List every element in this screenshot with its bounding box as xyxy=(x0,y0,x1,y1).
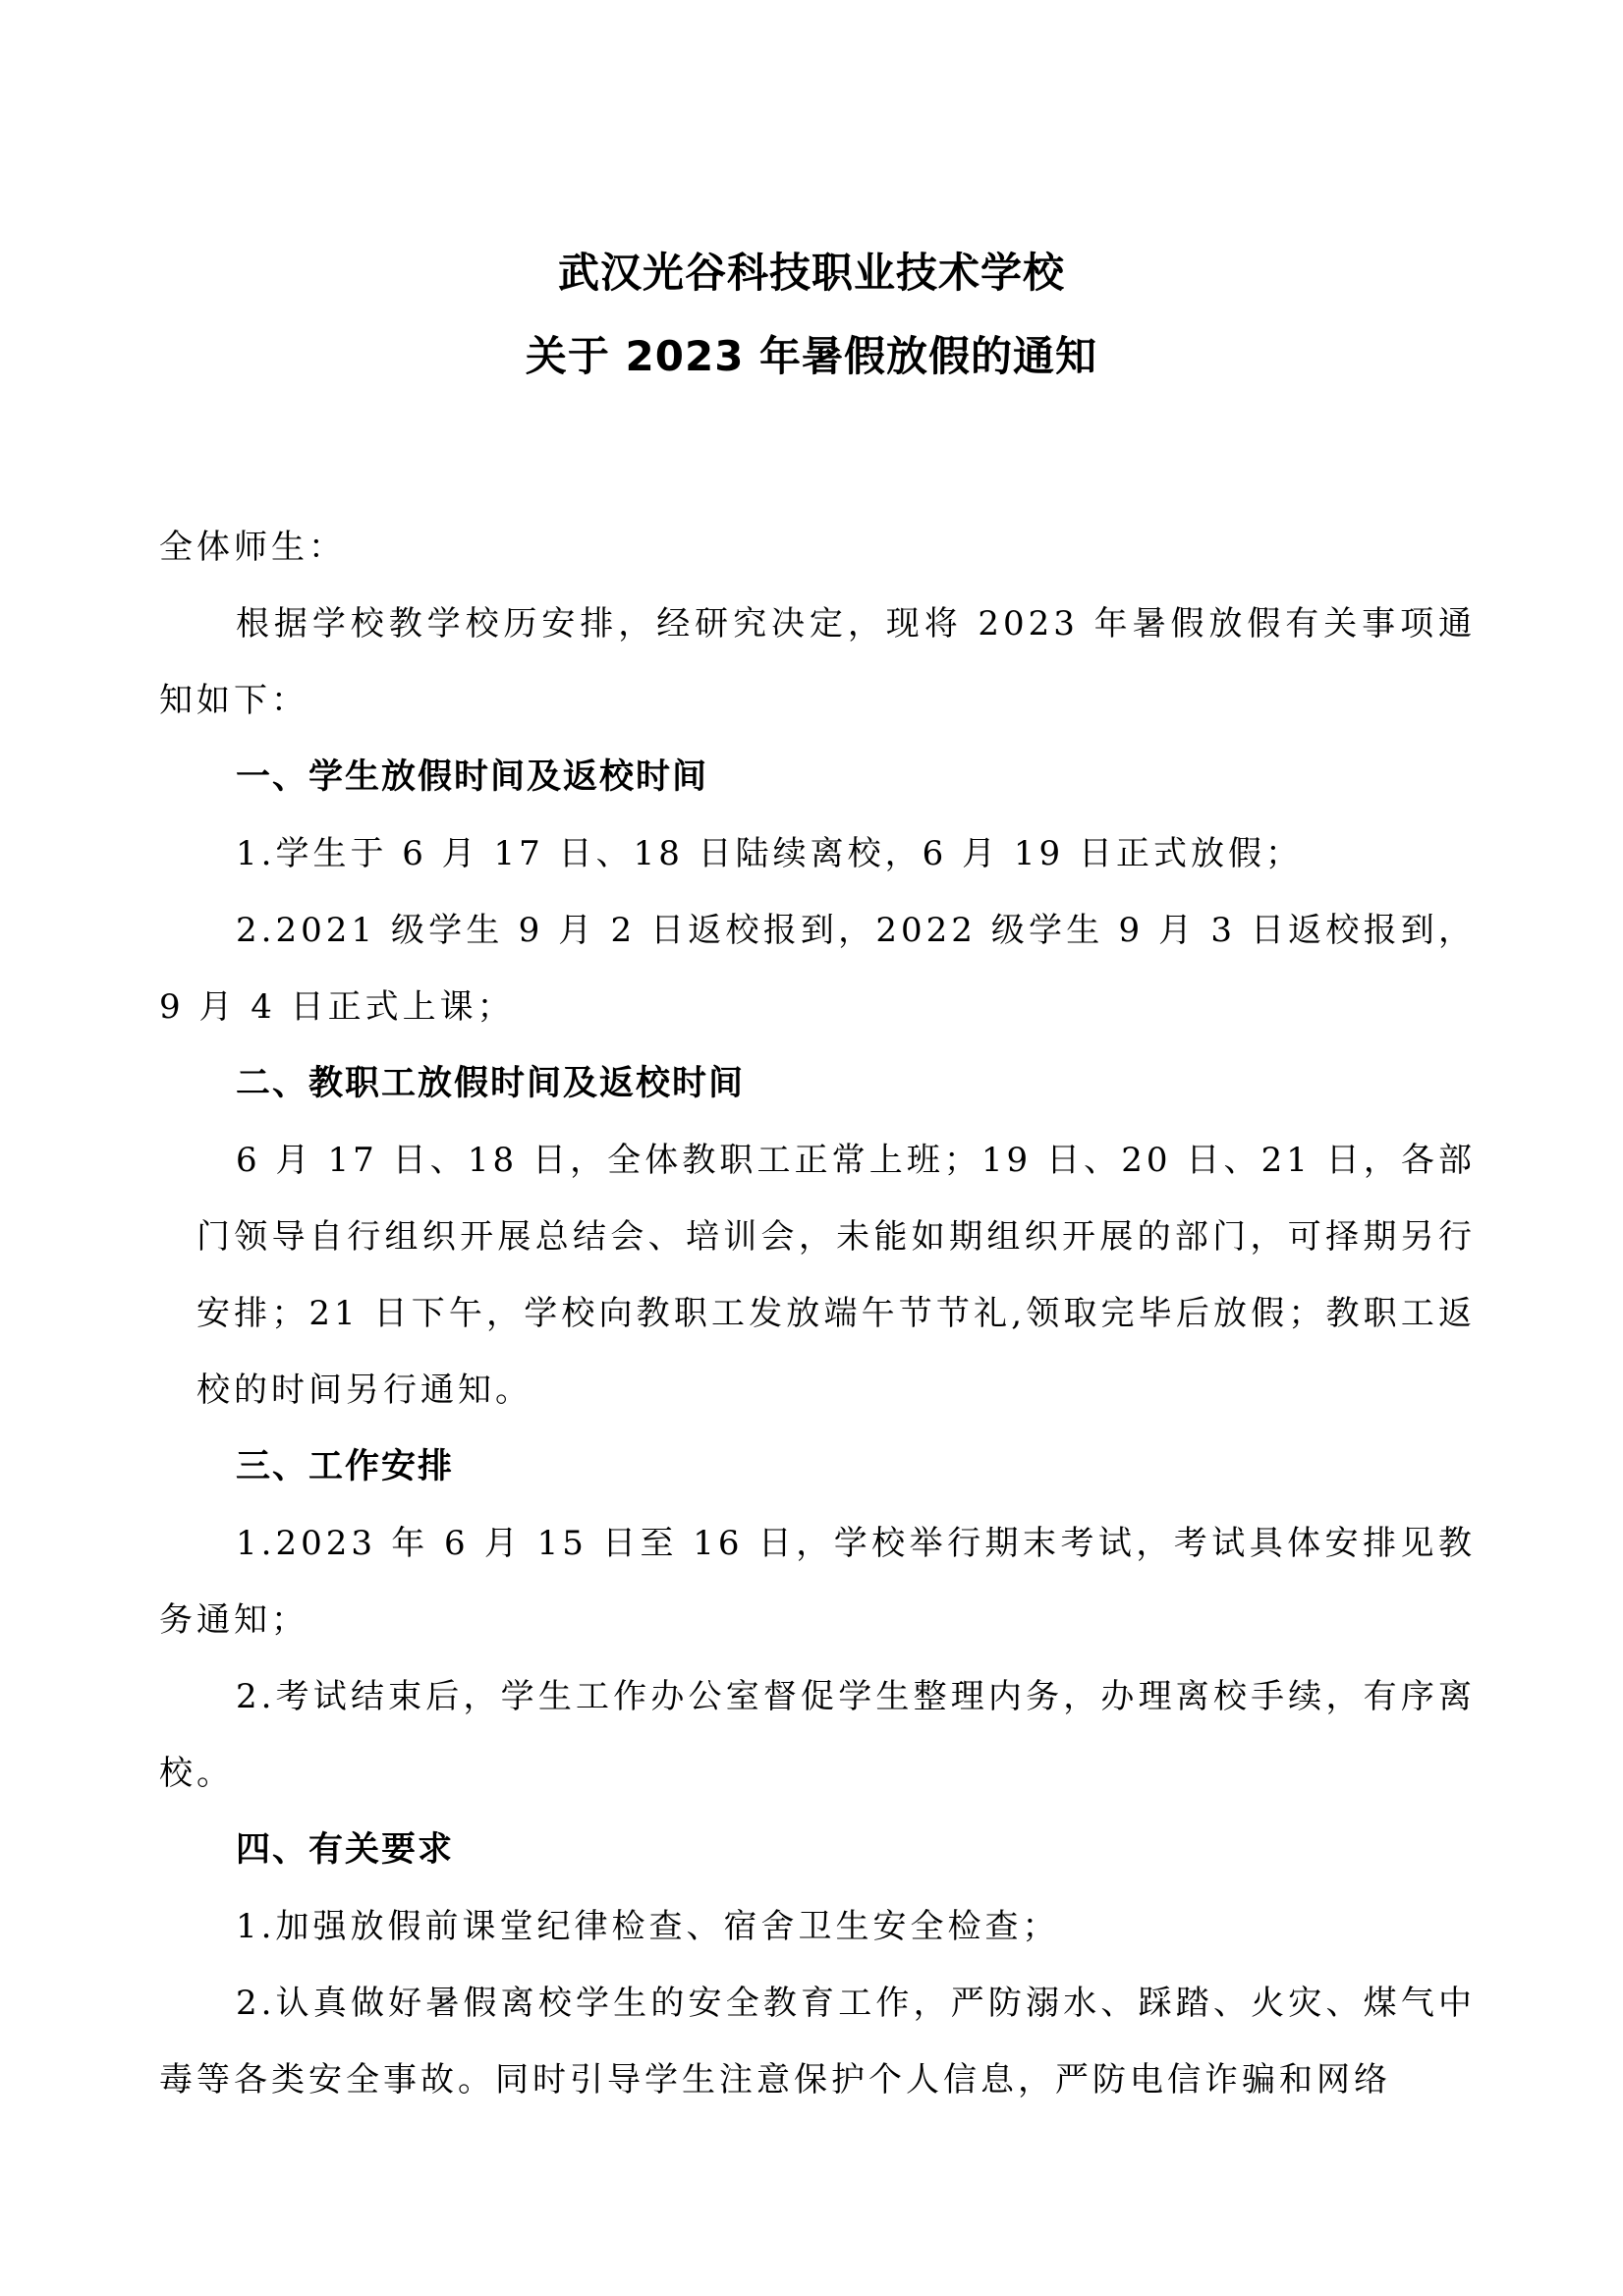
section-2-item-1: 6 月 17 日、18 日，全体教职工正常上班；19 日、20 日、21 日，各部门领导自行组织开展总结会、培训会，未能如期组织开展的部门，可择期另行安排；21 日下午，学校向教职工发放端午节节礼,领取完毕后放假；教职工返校的时间另行通知。 xyxy=(196,1141,1476,1410)
document-body xyxy=(159,509,1476,2118)
section-4-item-1: 1.加强放假前课堂纪律检查、宿舍卫生安全检查； xyxy=(236,1907,1060,1946)
section-heading-work-arrangement: 三、工作安排 xyxy=(236,1447,455,1486)
section-1-item-2: 2.2021 级学生 9 月 2 日返校报到，2022 级学生 9 月 3 日返校报到，9 月 4 日正式上课； xyxy=(159,911,1476,1027)
section-3-item-2: 2.考试结束后，学生工作办公室督促学生整理内务，办理离校手续，有序离校。 xyxy=(159,1677,1476,1793)
section-heading-student-schedule: 一、学生放假时间及返校时间 xyxy=(236,757,709,797)
section-heading-staff-schedule: 二、教职工放假时间及返校时间 xyxy=(236,1064,746,1103)
section-4-item-2: 2.认真做好暑假离校学生的安全教育工作，严防溺水、踩踏、火灾、煤气中毒等各类安全事故。同时引导学生注意保护个人信息，严防电信诈骗和网络 xyxy=(159,1984,1476,2100)
section-3-item-1: 1.2023 年 6 月 15 日至 16 日，学校举行期末考试，考试具体安排见教务通知； xyxy=(159,1524,1476,1640)
salutation: 全体师生： xyxy=(159,528,346,567)
document-title-school: 武汉光谷科技职业技术学校 xyxy=(557,249,1065,297)
section-1-item-1: 1.学生于 6 月 17 日、18 日陆续离校，6 月 19 日正式放假； xyxy=(236,834,1303,873)
section-heading-requirements: 四、有关要求 xyxy=(236,1830,455,1870)
document-title-subject: 关于 2023 年暑假放假的通知 xyxy=(525,332,1098,380)
intro-paragraph: 根据学校教学校历安排，经研究决定，现将 2023 年暑假放假有关事项通知如下： xyxy=(159,604,1476,720)
